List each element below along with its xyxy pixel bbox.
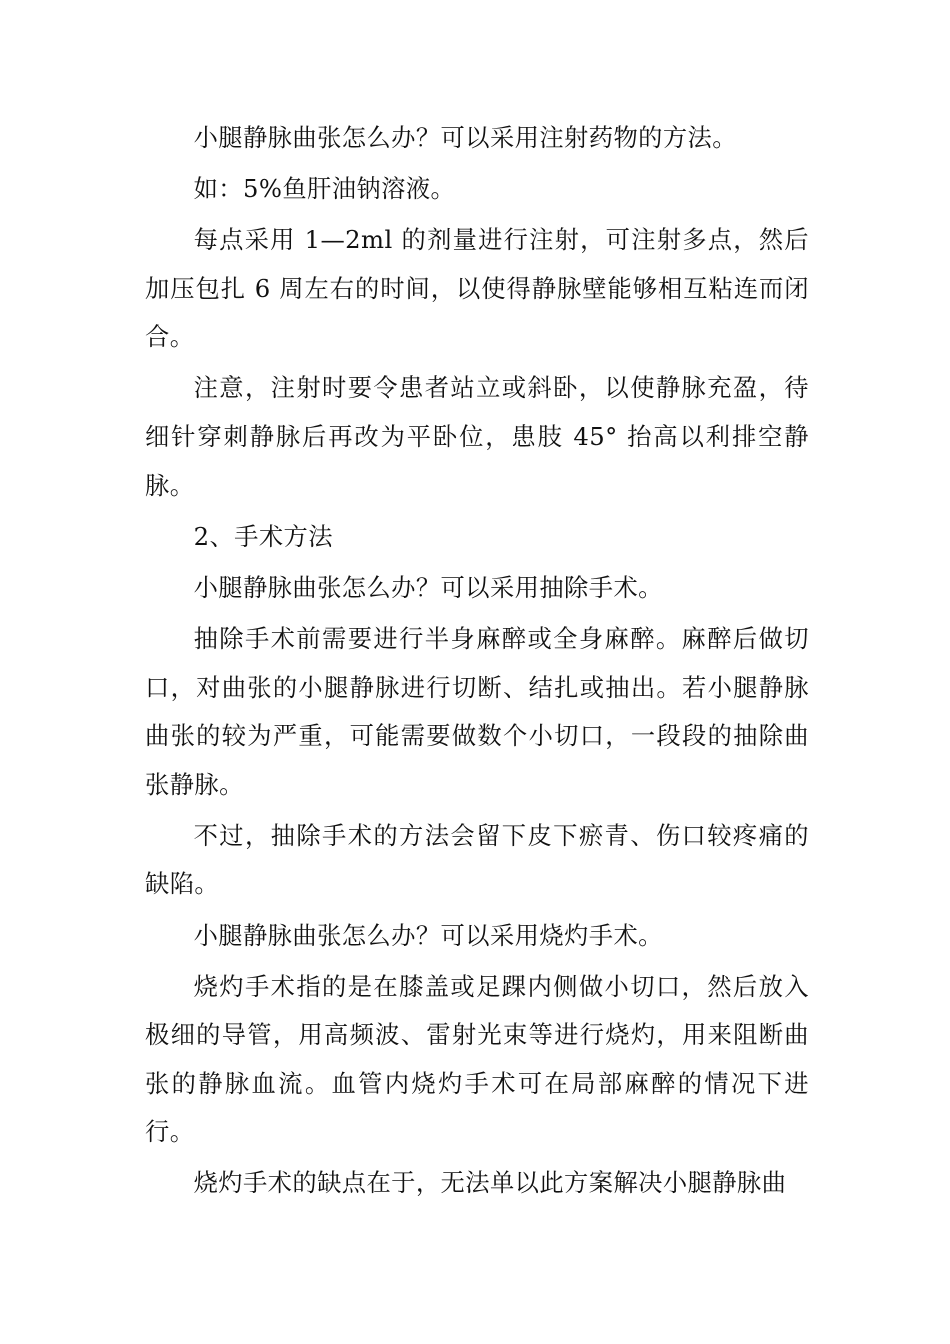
document-body bbox=[145, 114, 809, 1211]
paragraph-ablation-intro: 小腿静脉曲张怎么办？可以采用烧灼手术。 bbox=[193, 920, 663, 950]
paragraph-ablation-drawbacks: 烧灼手术的缺点在于，无法单以此方案解决小腿静脉曲 bbox=[193, 1168, 787, 1198]
paragraph-stripping-intro: 小腿静脉曲张怎么办？可以采用抽除手术。 bbox=[193, 572, 663, 602]
paragraph-injection-notes: 注意，注射时要令患者站立或斜卧，以使静脉充盈，待细针穿刺静脉后再改为平卧位，患肢 45° 抬高以利排空静脉。 bbox=[145, 373, 809, 500]
paragraph-stripping-drawbacks: 不过，抽除手术的方法会留下皮下瘀青、伤口较疼痛的缺陷。 bbox=[145, 820, 809, 899]
section-heading-surgery: 2、手术方法 bbox=[193, 521, 333, 551]
paragraph-example-solution: 如：5%鱼肝油钠溶液。 bbox=[193, 174, 456, 204]
paragraph-stripping-procedure: 抽除手术前需要进行半身麻醉或全身麻醉。麻醉后做切口，对曲张的小腿静脉进行切断、结扎或抽出。若小腿静脉曲张的较为严重，可能需要做数个小切口，一段段的抽除曲张静脉。 bbox=[145, 623, 809, 799]
paragraph-injection-method: 小腿静脉曲张怎么办？可以采用注射药物的方法。 bbox=[193, 123, 737, 152]
paragraph-ablation-procedure: 烧灼手术指的是在膝盖或足踝内侧做小切口，然后放入极细的导管，用高频波、雷射光束等进行烧灼，用来阻断曲张的静脉血流。血管内烧灼手术可在局部麻醉的情况下进行。 bbox=[145, 971, 809, 1147]
paragraph-dosage: 每点采用 1—2ml 的剂量进行注射，可注射多点，然后加压包扎 6 周左右的时间，以使得静脉壁能够相互粘连而闭合。 bbox=[145, 225, 809, 352]
